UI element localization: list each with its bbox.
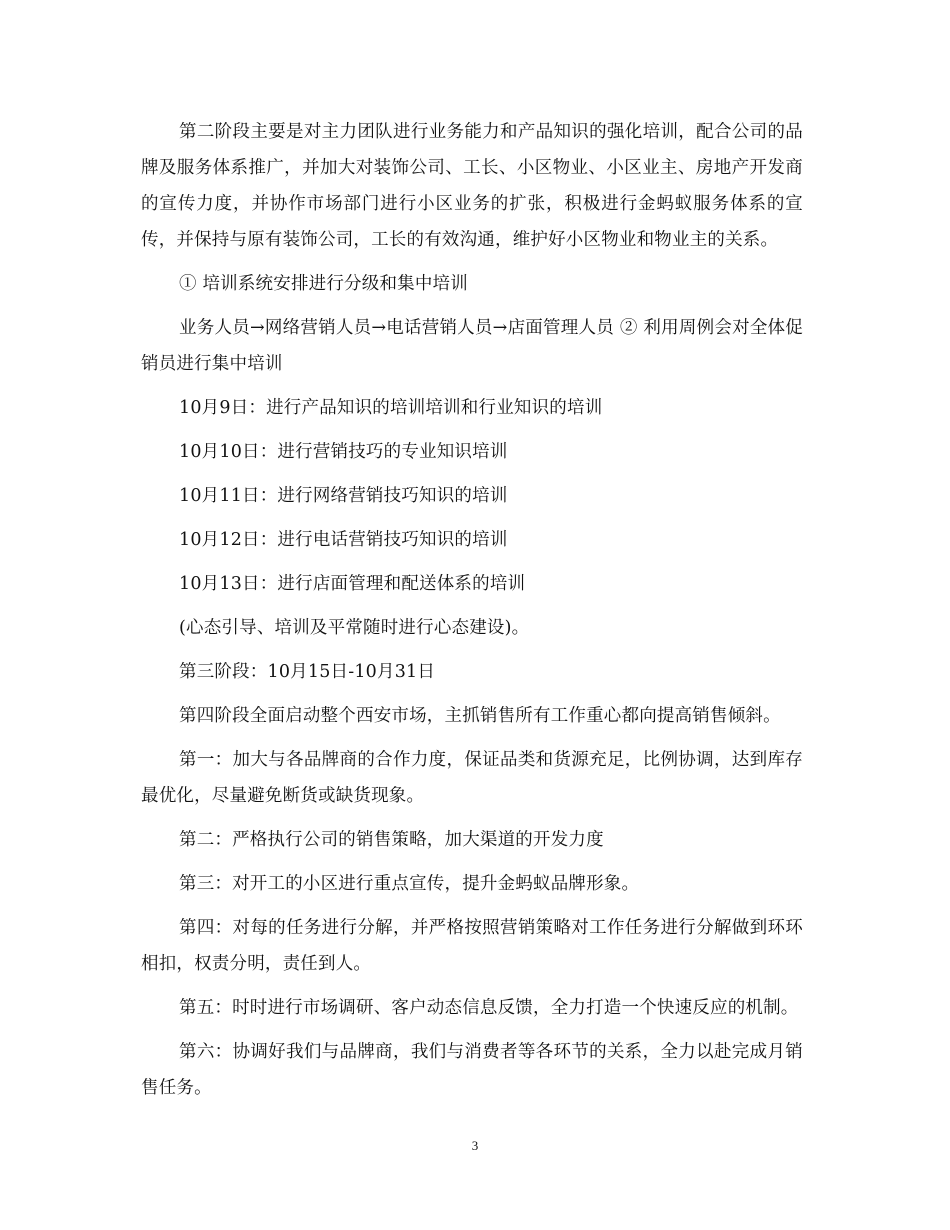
paragraph-oct-13: 10月13日：进行店面管理和配送体系的培训 <box>179 574 526 594</box>
document-body <box>141 114 803 1114</box>
paragraph-stage-three: 第三阶段：10月15日-10月31日 <box>179 662 436 682</box>
paragraph-staff-sequence: 业务人员→网络营销人员→电话营销人员→店面管理人员 ② 利用周例会对全体促销员进行集中培训 <box>141 318 803 374</box>
paragraph-oct-10: 10月10日：进行营销技巧的专业知识培训 <box>179 442 508 462</box>
paragraph-stage-two: 第二阶段主要是对主力团队进行业务能力和产品知识的强化培训，配合公司的品牌及服务体系推广，并加大对装饰公司、工长、小区物业、小区业主、房地产开发商的宣传力度，并协作市场部门进行小区业务的扩张，积极进行金蚂蚁服务体系的宣传，并保持与原有装饰公司，工长的有效沟通，维护好小区物业和物业主的关系。 <box>141 122 803 250</box>
paragraph-oct-12: 10月12日：进行电话营销技巧知识的培训 <box>179 530 508 550</box>
paragraph-sixth: 第六：协调好我们与品牌商，我们与消费者等各环节的关系，全力以赴完成月销售任务。 <box>141 1042 803 1098</box>
paragraph-fifth: 第五：时时进行市场调研、客户动态信息反馈，全力打造一个快速反应的机制。 <box>179 998 799 1018</box>
paragraph-stage-four: 第四阶段全面启动整个西安市场，主抓销售所有工作重心都向提高销售倾斜。 <box>179 706 781 726</box>
page-number: 3 <box>471 1138 479 1153</box>
paragraph-first: 第一：加大与各品牌商的合作力度，保证品类和货源充足，比例协调，达到库存最优化，尽量避免断货或缺货现象。 <box>141 750 803 806</box>
paragraph-second: 第二：严格执行公司的销售策略，加大渠道的开发力度 <box>179 830 604 850</box>
paragraph-fourth: 第四：对每的任务进行分解，并严格按照营销策略对工作任务进行分解做到环环相扣，权责分明，责任到人。 <box>141 918 803 974</box>
paragraph-oct-9: 10月9日：进行产品知识的培训培训和行业知识的培训 <box>179 398 603 418</box>
paragraph-third: 第三：对开工的小区进行重点宣传，提升金蚂蚁品牌形象。 <box>179 874 640 894</box>
paragraph-oct-11: 10月11日：进行网络营销技巧知识的培训 <box>179 486 508 506</box>
paragraph-mindset-note: (心态引导、培训及平常随时进行心态建设)。 <box>179 618 530 638</box>
paragraph-training-arrangement: ① 培训系统安排进行分级和集中培训 <box>179 274 468 294</box>
